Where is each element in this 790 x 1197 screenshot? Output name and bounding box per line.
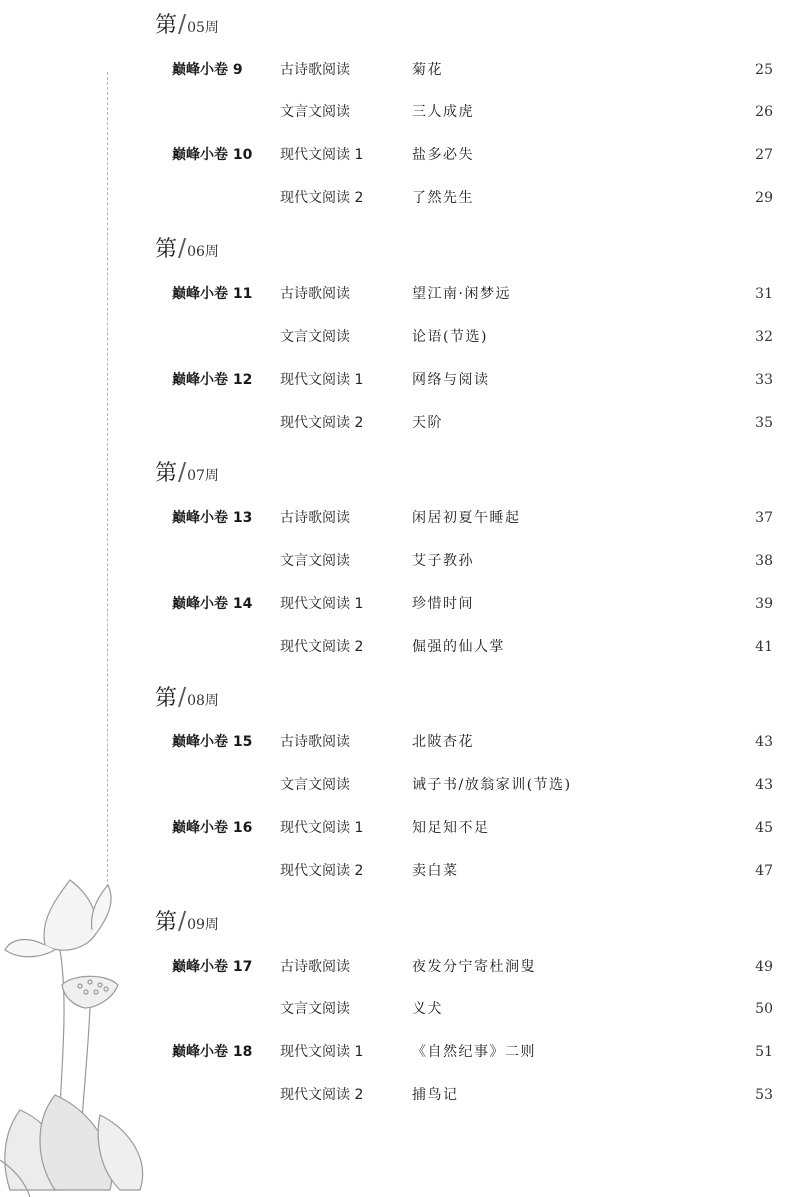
paper-set-label: 巅峰小卷 10 bbox=[172, 147, 253, 163]
reading-type: 文言文阅读 bbox=[280, 1001, 350, 1017]
week-number: 09周 bbox=[187, 917, 219, 933]
page-number: 25 bbox=[755, 62, 773, 78]
week-heading bbox=[155, 8, 219, 38]
toc-row[interactable] bbox=[0, 143, 790, 167]
week-slash: / bbox=[178, 10, 187, 38]
article-title: 卖白菜 bbox=[412, 863, 459, 879]
toc-row[interactable] bbox=[0, 100, 790, 124]
week-prefix: 第 bbox=[155, 910, 178, 935]
article-title: 珍惜时间 bbox=[412, 596, 474, 612]
toc-row[interactable] bbox=[0, 955, 790, 979]
week-slash: / bbox=[178, 907, 187, 935]
reading-type: 古诗歌阅读 bbox=[280, 286, 350, 302]
article-title: 天阶 bbox=[412, 415, 443, 431]
toc-row[interactable] bbox=[0, 411, 790, 435]
toc-row[interactable] bbox=[0, 816, 790, 840]
article-title: 艾子教孙 bbox=[412, 553, 474, 569]
page-number: 43 bbox=[755, 734, 773, 750]
reading-type: 现代文阅读 2 bbox=[280, 415, 364, 431]
reading-type: 现代文阅读 2 bbox=[280, 1087, 364, 1103]
toc-row[interactable] bbox=[0, 58, 790, 82]
article-title: 夜发分宁寄杜涧叟 bbox=[412, 959, 536, 975]
article-title: 了然先生 bbox=[412, 190, 474, 206]
page-number: 32 bbox=[755, 329, 773, 345]
page-number: 38 bbox=[755, 553, 773, 569]
article-title: 盐多必失 bbox=[412, 147, 474, 163]
page-number: 43 bbox=[755, 777, 773, 793]
reading-type: 古诗歌阅读 bbox=[280, 959, 350, 975]
reading-type: 现代文阅读 1 bbox=[280, 820, 364, 836]
article-title: 论语(节选) bbox=[412, 329, 488, 345]
page-number: 41 bbox=[755, 639, 773, 655]
article-title: 倔强的仙人掌 bbox=[412, 639, 505, 655]
toc-row[interactable] bbox=[0, 730, 790, 754]
reading-type: 现代文阅读 2 bbox=[280, 190, 364, 206]
article-title: 《自然纪事》二则 bbox=[412, 1044, 536, 1060]
toc-row[interactable] bbox=[0, 325, 790, 349]
page-number: 45 bbox=[755, 820, 773, 836]
page-number: 47 bbox=[755, 863, 773, 879]
page-number: 53 bbox=[755, 1087, 773, 1103]
toc-row[interactable] bbox=[0, 592, 790, 616]
week-prefix: 第 bbox=[155, 13, 178, 38]
week-slash: / bbox=[178, 683, 187, 711]
reading-type: 现代文阅读 2 bbox=[280, 639, 364, 655]
article-title: 闲居初夏午睡起 bbox=[412, 510, 521, 526]
reading-type: 古诗歌阅读 bbox=[280, 510, 350, 526]
paper-set-label: 巅峰小卷 9 bbox=[172, 62, 243, 78]
toc-row[interactable] bbox=[0, 997, 790, 1021]
toc-row[interactable] bbox=[0, 773, 790, 797]
paper-set-label: 巅峰小卷 11 bbox=[172, 286, 253, 302]
toc-row[interactable] bbox=[0, 859, 790, 883]
week-number: 05周 bbox=[187, 20, 219, 36]
page-number: 29 bbox=[755, 190, 773, 206]
page-number: 33 bbox=[755, 372, 773, 388]
article-title: 三人成虎 bbox=[412, 104, 474, 120]
reading-type: 现代文阅读 1 bbox=[280, 372, 364, 388]
week-slash: / bbox=[178, 234, 187, 262]
paper-set-label: 巅峰小卷 13 bbox=[172, 510, 253, 526]
article-title: 望江南·闲梦远 bbox=[412, 286, 511, 302]
week-number: 06周 bbox=[187, 244, 219, 260]
article-title: 网络与阅读 bbox=[412, 372, 490, 388]
reading-type: 文言文阅读 bbox=[280, 104, 350, 120]
week-number: 08周 bbox=[187, 693, 219, 709]
toc-row[interactable] bbox=[0, 1040, 790, 1064]
toc-row[interactable] bbox=[0, 635, 790, 659]
page-number: 27 bbox=[755, 147, 773, 163]
paper-set-label: 巅峰小卷 14 bbox=[172, 596, 253, 612]
toc-row[interactable] bbox=[0, 506, 790, 530]
week-slash: / bbox=[178, 458, 187, 486]
week-heading bbox=[155, 681, 219, 711]
week-prefix: 第 bbox=[155, 686, 178, 711]
page-number: 49 bbox=[755, 959, 773, 975]
paper-set-label: 巅峰小卷 18 bbox=[172, 1044, 253, 1060]
reading-type: 现代文阅读 1 bbox=[280, 596, 364, 612]
paper-set-label: 巅峰小卷 12 bbox=[172, 372, 253, 388]
page-number: 50 bbox=[755, 1001, 773, 1017]
reading-type: 文言文阅读 bbox=[280, 777, 350, 793]
reading-type: 古诗歌阅读 bbox=[280, 734, 350, 750]
page-number: 26 bbox=[755, 104, 773, 120]
week-heading bbox=[155, 456, 219, 486]
reading-type: 文言文阅读 bbox=[280, 329, 350, 345]
article-title: 诫子书/放翁家训(节选) bbox=[412, 777, 572, 793]
article-title: 捕鸟记 bbox=[412, 1087, 459, 1103]
reading-type: 现代文阅读 2 bbox=[280, 863, 364, 879]
toc-row[interactable] bbox=[0, 549, 790, 573]
paper-set-label: 巅峰小卷 15 bbox=[172, 734, 253, 750]
paper-set-label: 巅峰小卷 16 bbox=[172, 820, 253, 836]
toc-row[interactable] bbox=[0, 186, 790, 210]
page-number: 35 bbox=[755, 415, 773, 431]
paper-set-label: 巅峰小卷 17 bbox=[172, 959, 253, 975]
article-title: 义犬 bbox=[412, 1001, 443, 1017]
page-number: 51 bbox=[755, 1044, 773, 1060]
week-heading bbox=[155, 905, 219, 935]
page-number: 31 bbox=[755, 286, 773, 302]
week-prefix: 第 bbox=[155, 461, 178, 486]
reading-type: 现代文阅读 1 bbox=[280, 1044, 364, 1060]
reading-type: 文言文阅读 bbox=[280, 553, 350, 569]
article-title: 知足知不足 bbox=[412, 820, 490, 836]
reading-type: 现代文阅读 1 bbox=[280, 147, 364, 163]
article-title: 菊花 bbox=[412, 62, 443, 78]
page-number: 37 bbox=[755, 510, 773, 526]
week-heading bbox=[155, 232, 219, 262]
toc-row[interactable] bbox=[0, 368, 790, 392]
page-number: 39 bbox=[755, 596, 773, 612]
week-prefix: 第 bbox=[155, 237, 178, 262]
toc-row[interactable] bbox=[0, 282, 790, 306]
week-number: 07周 bbox=[187, 468, 219, 484]
reading-type: 古诗歌阅读 bbox=[280, 62, 350, 78]
article-title: 北陂杏花 bbox=[412, 734, 474, 750]
toc-row[interactable] bbox=[0, 1083, 790, 1107]
